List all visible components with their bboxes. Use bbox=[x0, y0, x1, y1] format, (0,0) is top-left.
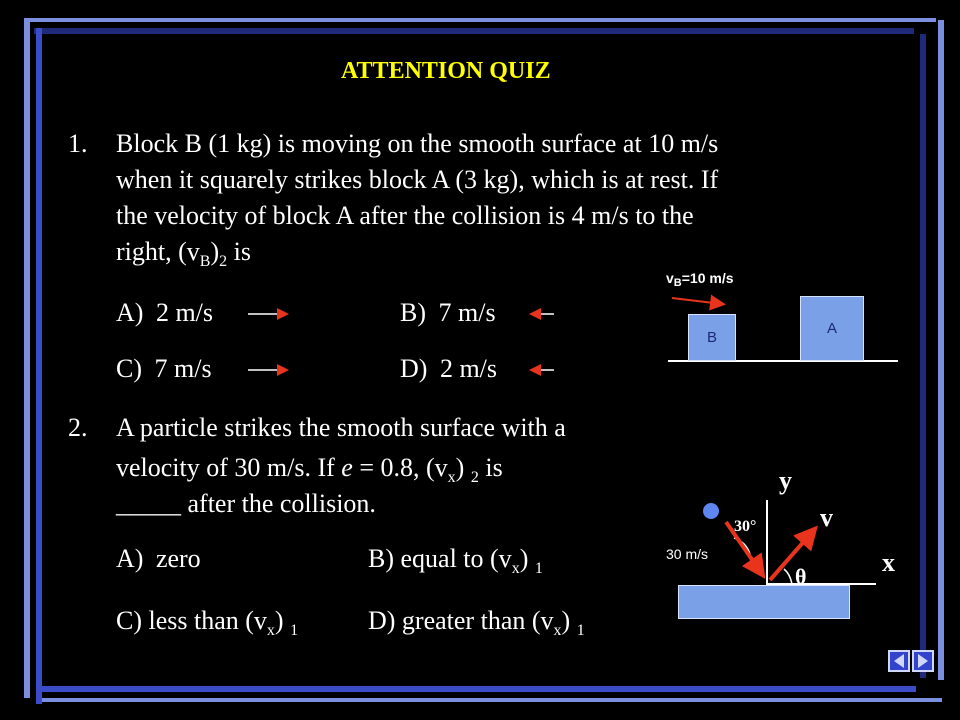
fig2-particle bbox=[703, 503, 719, 519]
slide-title: ATTENTION QUIZ bbox=[341, 58, 551, 84]
q1-line-3: the velocity of block A after the collision is 4 m/s to the bbox=[116, 201, 694, 230]
fig1-block-a: A bbox=[800, 296, 864, 361]
nav-next-button[interactable] bbox=[912, 650, 934, 672]
q2-option-c[interactable]: C) less than $(v_x)$ $_1$ bbox=[116, 606, 299, 639]
fig1-velocity-arrow-icon bbox=[672, 298, 722, 304]
q1-line-4: right, $(v_B)_2$ is bbox=[116, 237, 251, 270]
fig2-outgoing-arrow-icon bbox=[770, 530, 814, 580]
nav-prev-icon bbox=[890, 652, 908, 670]
q1-option-c[interactable]: C) 7 m/s bbox=[116, 354, 212, 383]
fig2-theta-arc bbox=[784, 569, 792, 584]
q1-number: 1. bbox=[68, 129, 88, 158]
q1-option-b[interactable]: B) 7 m/s bbox=[400, 298, 496, 327]
q2-line-1: A particle strikes the smooth surface with a bbox=[116, 413, 566, 442]
fig1-velocity-label: $v_B=10$ m/s bbox=[666, 270, 734, 289]
fig1-block-b: B bbox=[688, 314, 736, 361]
fig2-speed-label: 30 m/s bbox=[666, 546, 709, 562]
q1-option-d[interactable]: D) 2 m/s bbox=[400, 354, 498, 383]
fig2-theta-label: θ bbox=[795, 564, 807, 589]
q1-line-1: Block B (1 kg) is moving on the smooth surface at 10 m/s bbox=[116, 129, 719, 158]
q2-line-2: velocity of 30 m/s. If e = 0.8, $(v_x)$ $_2$ is bbox=[116, 453, 503, 486]
q2-number: 2. bbox=[68, 413, 88, 442]
q2-option-d[interactable]: D) greater than $(v_x)$ $_1$ bbox=[368, 606, 585, 639]
q2-line-3: _____ after the collision. bbox=[116, 489, 376, 518]
nav-prev-button[interactable] bbox=[888, 650, 910, 672]
q2-option-b[interactable]: B) equal to $(v_x)$ $_1$ bbox=[368, 544, 543, 577]
fig2-surface bbox=[678, 585, 850, 619]
q1-option-a[interactable]: A) 2 m/s bbox=[116, 298, 214, 327]
fig2-x-label: x bbox=[882, 548, 895, 577]
fig2-y-label: y bbox=[779, 466, 792, 495]
fig2-angle-label: 30° bbox=[734, 518, 757, 535]
fig2-v-label: v bbox=[820, 503, 833, 532]
nav-next-icon bbox=[914, 652, 932, 670]
q2-option-a[interactable]: A) zero bbox=[116, 544, 201, 573]
q1-line-2: when it squarely strikes block A (3 kg), which is at rest. If bbox=[116, 165, 719, 194]
